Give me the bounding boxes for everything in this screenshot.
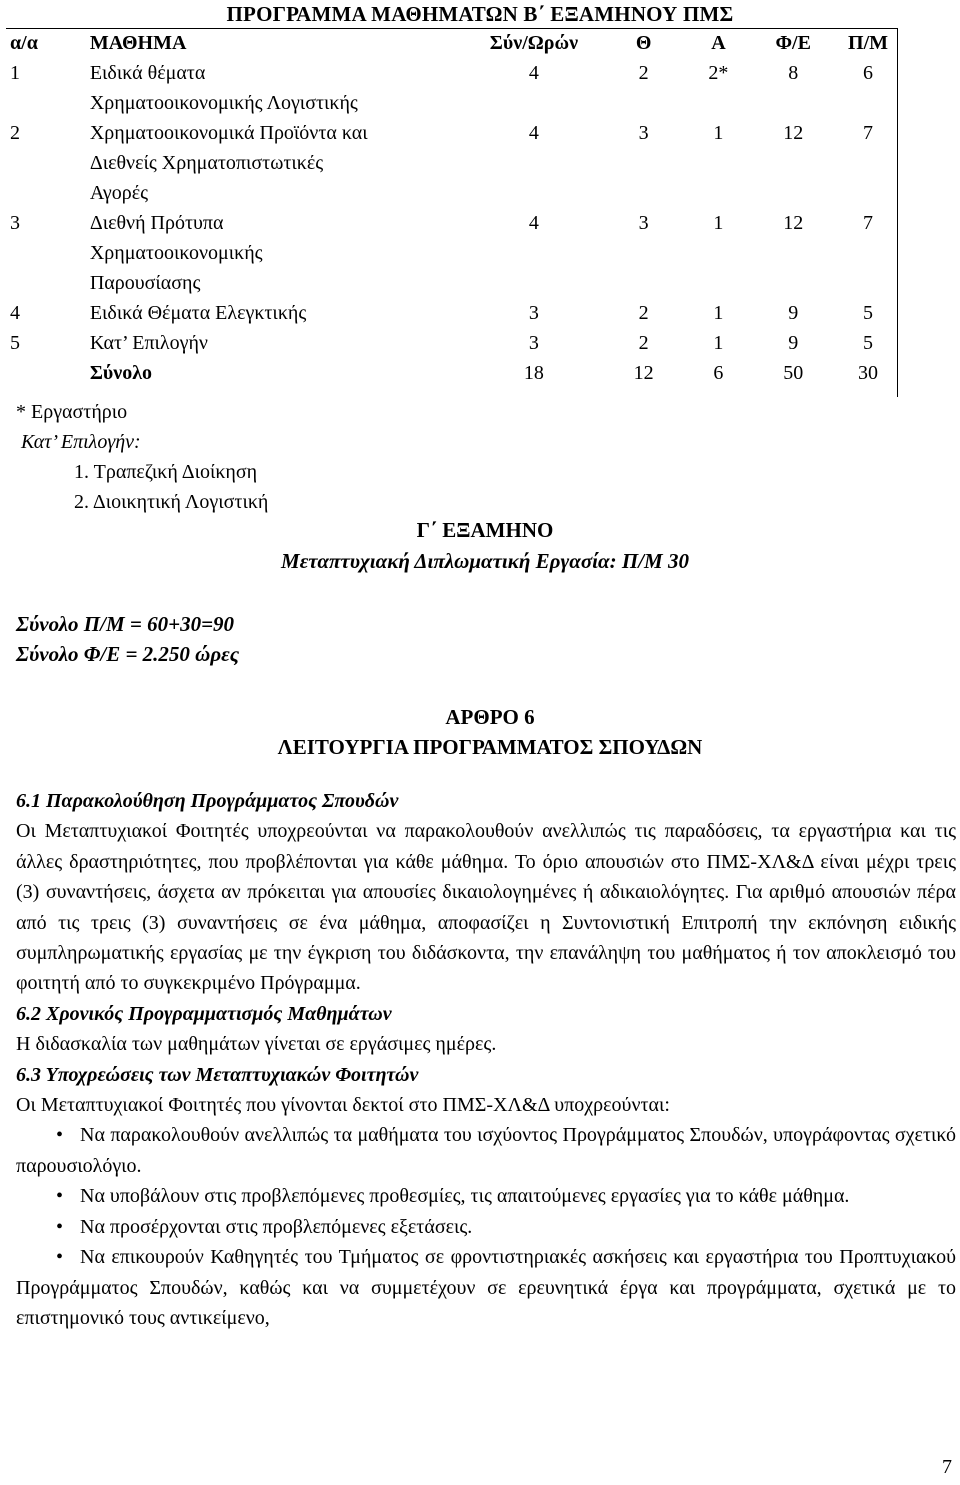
course-line: Ειδικά Θέματα Ελεγκτικής [89,302,307,324]
bullet-item [16,1212,956,1242]
section-heading: 6.3 Υποχρεώσεις των Μεταπτυχιακών Φοιτητών [16,1063,419,1086]
bullet-text: Να προσέρχονται στις προβλεπόμενες εξετάσεις. [80,1215,473,1238]
total-credits: 30 [858,362,879,384]
header-applied: Α [711,32,726,54]
bullet-icon: • [56,1215,64,1238]
course-line: Διεθνή Πρότυπα [89,212,224,234]
bullet-item [16,1181,956,1211]
theory-cell: 2 [638,302,649,324]
lab-note-line: * Εργαστήριο [16,401,128,423]
course-name [70,118,469,208]
workload-cell: 9 [788,302,799,324]
applied-cell: 1 [713,122,724,144]
bullet-text: Να υποβάλουν στις προβλεπόμενες προθεσμίες, τις απαιτούμενες εργασίες για το κάθε μάθημα. [80,1185,850,1208]
applied-cell: 2* [708,62,729,84]
header-workload: Φ/Ε [775,32,811,54]
theory-cell: 2 [638,62,649,84]
bullet-text: Να παρακολουθούν ανελλιπώς τα μαθήματα του ισχύοντος Προγράμματος Σπουδών, υπογράφοντας σχετικό παρουσιολόγιο. [16,1124,956,1177]
course-line: Αγορές [89,182,149,204]
credits-cell: 7 [863,212,874,234]
page-title: ΠΡΟΓΡΑΜΜΑ ΜΑΘΗΜΑΤΩΝ Β΄ ΕΞΑΜΗΝΟΥ ΠΜΣ [226,2,734,26]
page-number: 7 [942,1456,952,1478]
header-course: ΜΑΘΗΜΑ [89,32,187,54]
table-total-row [6,358,898,388]
row-number: 3 [10,212,20,234]
article-title: ΑΡΘΡΟ 6 [445,705,535,729]
course-name [70,58,469,118]
credits-cell: 7 [863,122,874,144]
hours-cell: 3 [528,302,539,324]
hours-cell: 4 [528,62,539,84]
total-applied: 6 [713,362,724,384]
workload-cell: 8 [788,62,799,84]
article-subtitle: ΛΕΙΤΟΥΡΓΙΑ ΠΡΟΓΡΑΜΜΑΤΟΣ ΣΠΟΥΔΩΝ [277,735,703,759]
course-line: Χρηματοοικονομικής Λογιστικής [89,92,358,114]
theory-cell: 3 [638,122,649,144]
theory-cell: 2 [638,332,649,354]
bullet-icon: • [56,1124,64,1147]
total-hours: 18 [523,362,544,384]
total-label [70,358,469,388]
bullet-icon: • [56,1246,64,1269]
row-number: 1 [10,62,20,84]
row-number: 5 [10,332,20,354]
section-text: Η διδασκαλία των μαθημάτων γίνεται σε εργάσιμες ημέρες. [16,1033,497,1056]
header-aa: α/α [10,32,38,54]
third-semester-subtitle: Μεταπτυχιακή Διπλωματική Εργασία: Π/Μ 30 [281,549,689,573]
workload-cell: 12 [783,212,804,234]
table-row [6,118,898,208]
course-name [70,298,469,328]
bullet-icon: • [56,1185,64,1208]
article-heading [0,702,960,762]
lab-note [16,397,268,517]
course-line: Χρηματοοικονομικής [89,242,263,264]
header-theory: Θ [635,32,652,54]
program-totals [16,609,239,669]
total-hours-line: Σύνολο Φ/Ε = 2.250 ώρες [16,642,240,666]
bullet-item [16,1120,956,1181]
total-theory: 12 [633,362,654,384]
course-name [70,328,469,358]
table-header-row [6,28,898,58]
third-semester-title: Γ΄ ΕΞΑΜΗΝΟ [416,518,554,542]
course-schedule-table [6,28,898,388]
section-heading: 6.2 Χρονικός Προγραμματισμός Μαθημάτων [16,1002,392,1025]
table-row [6,298,898,328]
section-text: Οι Μεταπτυχιακοί Φοιτητές υποχρεούνται να παρακολουθούν ανελλιπώς τις παραδόσεις, τα εργαστήρια και τις άλλες δραστηριότητες, που προβλέπονται για κάθε μάθημα. Το όριο απουσιών στο ΠΜΣ-ΧΛ&Δ είναι μέχρι τρεις (3) συναντήσεις, άσχετα αν πρόκειται για απουσίες δικαιολογημένες ή αδικαιολόγητες. Για αριθμό απουσιών πέρα από τις τρεις (3) συναντήσεις σε ένα μάθημα, αποφασίζει η Συντονιστική Επιτροπή την εκπόνηση ειδικής συμπληρωματικής εργασίας με την έγκριση του διδάσκοντα, την επανάληψη του μαθήματος ή τον αποκλεισμό του φοιτητή από το συγκεκριμένο Πρόγραμμα. [16,820,956,995]
section-heading: 6.1 Παρακολούθηση Προγράμματος Σπουδών [16,790,399,812]
course-line: Παρουσίασης [89,272,201,294]
credits-cell: 6 [863,62,874,84]
article-body [16,786,956,1333]
course-line: Ειδικά θέματα [89,62,206,84]
credits-cell: 5 [863,332,874,354]
workload-cell: 12 [783,122,804,144]
table-row [6,328,898,358]
course-name [70,208,469,298]
row-number: 2 [10,122,20,144]
total-credits-line: Σύνολο Π/Μ = 60+30=90 [16,612,235,636]
row-number: 4 [10,302,20,324]
table-row [6,208,898,298]
theory-cell: 3 [638,212,649,234]
course-line: Χρηματοοικονομικά Προϊόντα και [89,122,368,144]
elective-label: Κατ’ Επιλογήν: [21,431,141,453]
elective-item: 2. Διοικητική Λογιστική [74,491,269,513]
table-row [6,58,898,118]
applied-cell: 1 [713,302,724,324]
bullet-item [16,1242,956,1333]
total-spacer [6,358,70,388]
course-line: Κατ’ Επιλογήν [89,332,208,354]
credits-cell: 5 [863,302,874,324]
hours-cell: 4 [528,122,539,144]
applied-cell: 1 [713,332,724,354]
elective-item: 1. Τραπεζική Διοίκηση [74,461,258,483]
hours-cell: 4 [528,212,539,234]
header-credits: Π/Μ [848,32,889,54]
applied-cell: 1 [713,212,724,234]
course-line: Διεθνείς Χρηματοπιστωτικές [89,152,324,174]
workload-cell: 9 [788,332,799,354]
total-workload: 50 [783,362,804,384]
bullet-text: Να επικουρούν Καθηγητές του Τμήματος σε φροντιστηριακές ασκήσεις και εργαστήρια του Προπτυχιακού Προγράμματος Σπουδών, καθώς και να συμμετέχουν σε ερευνητικά έργα και προγράμματα, σχετικά με το επιστημονικό τους αντικείμενο, [16,1246,956,1329]
total-label-text: Σύνολο [89,362,153,384]
section-text: Οι Μεταπτυχιακοί Φοιτητές που γίνονται δεκτοί στο ΠΜΣ-ΧΛ&Δ υποχρεούνται: [16,1094,670,1117]
header-hours: Σύν/Ωρών [489,32,579,54]
hours-cell: 3 [528,332,539,354]
